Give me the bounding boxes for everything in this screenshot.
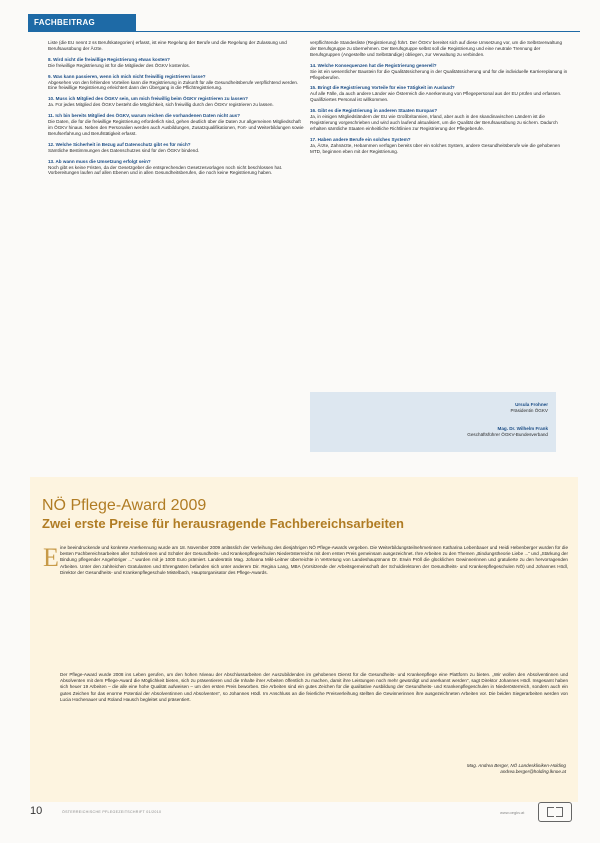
left-column bbox=[48, 40, 306, 177]
right-intro: verpflichtende Standesliste (Registrierung) führt. Der ÖGKV bereitet sich auf diese Umsetzung vor, um die Selbstverwaltung der Berufsgruppe zu übernehmen. Der Berufsgruppe selbst soll die Registrierung und eine neutrale Trennung der Berufsgruppen (Angestellte und Selbständige) obliegen, zur Verwaltung zu verbinden. bbox=[310, 40, 563, 57]
award-author: Mag. Andrea Berger, NÖ Landeskliniken-Holding bbox=[466, 763, 566, 768]
answer: Noch gibt es keine Fristen, da der Gesetzgeber die entsprechenden Gesetzesvorlagen noch nicht beschlossen hat. Vorbereitungen laufen auf allen Ebenen und in allen Gesundheitsberufen, die noch keine Registrierung haben. bbox=[48, 164, 283, 176]
award-title: NÖ Pflege-Award 2009 bbox=[42, 497, 207, 514]
answer: Ja, in einigen Mitgliedsländern der EU wie Großbritannien, Irland, aber auch in den skandinavischen Ländern ist die Registrierung vorgeschrieben und wird auch laufend aktualisiert, um die Qualität der Berufsausübung zu sichern. Dadurch erhalten sämtliche Staaten einheitliche Richtlinien zur Registrierung der Pflegeberufe. bbox=[310, 114, 558, 131]
answer: Sämtliche Bestimmungen des Datenschutzes sind für den ÖGKV bindend. bbox=[48, 147, 200, 153]
signature-name: Mag. Dr. Wilhelm Frank bbox=[497, 426, 548, 431]
left-intro: Liste (die EU nennt 2 ss Berufskategorien) erfasst, ist eine Regelung der Berufe und die Regelung der Zulassung und Berufsausübung der Ärzte. bbox=[48, 40, 287, 51]
award-paragraph: Der Pflege-Award wurde 2008 ins Leben gerufen, um den hohen Niveau der Abschlussarbeiten der Auszubildenden im gehobenen Dienst für die Gesundheits- und Krankenpflege eine Plattform zu bieten. „Wir wollen den Absolventinnen und Absolventen mit dem Pflege-Award die Möglichkeit bieten, sich zu präsentieren und die Inhalte ihrer Arbeiten öffentlich zu machen, damit ihre Leistungen noch mehr gewürdigt und anerkannt werden“, sagt Direktor Johannes Hödl. Insgesamt haben sich heuer 19 Arbeiten – die alle eine hohe Qualität aufweisen – um den ersten Preis beworben. Die Arbeiten sind ein gutes Zeichen für die qualitative Ausbildung der Gesundheits- und Krankenpflegeschulen in Niederösterreich, sondern auch ein gutes Zeichen für das enorme Potential der Absolventinnen und Absolventen“, so Johannes Hödl. Im Anschluss an die feierliche Preisverleihung stellten die Gewinnerinnen ihre ausgezeichneten Arbeiten vor. Die beiden Siegerarbeiten werden von Lucia Hochenauer und Roland Hausch begleitet und präsentiert. bbox=[60, 672, 568, 702]
publication-name: ÖSTERREICHISCHE PFLEGEZEITSCHRIFT 01/2010 bbox=[62, 810, 162, 814]
oegkv-logo-icon bbox=[538, 802, 572, 822]
question: 10. Muss ich Mitglied des ÖGKV sein, um mich freiwillig beim ÖGKV registrieren zu lassen? bbox=[48, 96, 248, 102]
question: 12. Welche Sicherheit in Bezug auf Datenschutz gibt es für mich? bbox=[48, 141, 191, 147]
answer: Die freiwillige Registrierung ist für die Mitglieder des ÖGKV kostenlos. bbox=[48, 62, 190, 68]
question: 17. Haben andere Berufe ein solches System? bbox=[310, 136, 411, 142]
question: 15. Bringt die Registrierung Vorteile für eine Tätigkeit im Ausland? bbox=[310, 85, 455, 91]
award-email: andrea.berger@holding.lknoe.at bbox=[500, 769, 566, 774]
question: 16. Gibt es die Registrierung in anderen Staaten Europas? bbox=[310, 108, 438, 114]
signature bbox=[467, 426, 548, 437]
award-signature bbox=[467, 763, 566, 775]
answer: Die Daten, die für die freiwillige Registrierung erforderlich sind, gehen deutlich über die Daten zur allgemeinen Mitgliedschaft im ÖGKV hinaus. Neben den Personalien werden auch Ausbildungen, Zusatzqualifikationen, Fort- und Weiterbildungen sowie Berufserfahrung und Berufstätigkeit erfasst. bbox=[48, 119, 304, 136]
question: 8. Wird nicht die freiwillige Registrierung etwas kosten? bbox=[48, 56, 170, 62]
signature-role: Präsidentin ÖGKV bbox=[510, 407, 548, 413]
question: 13. Ab wann muss die Umsetzung erfolgt sein? bbox=[48, 158, 151, 164]
question: 11. Ich bin bereits Mitglied des ÖGKV, warum reichen die vorhandenen Daten nicht aus? bbox=[48, 113, 241, 119]
signature-role: Geschäftsführer ÖGKV-Bundesverband bbox=[467, 431, 548, 437]
right-column bbox=[310, 40, 568, 156]
award-subtitle: Zwei erste Preise für herausragende Fachbereichsarbeiten bbox=[42, 516, 404, 531]
website-link[interactable]: www.oegkv.at bbox=[500, 810, 525, 815]
answer: Sie ist ein wesentlicher Baustein für die Qualitätssicherung in der Qualitätssicherung und für die individuelle Karriereplanung in Pflegeberufen. bbox=[310, 68, 568, 80]
signature-box bbox=[310, 392, 556, 452]
question: 9. Was kann passieren, wenn ich mich nicht freiwillig registrieren lasse? bbox=[48, 73, 206, 79]
question: 14. Welche Konsequenzen hat die Registrierung generell? bbox=[310, 62, 437, 68]
award-paragraph: ine beeindruckende und konkrete Anerkennung wurde am 18. November 2009 anlässlich der Verleihung des diesjährigen NÖ Pflege-Awards vergeben. Die Weiterbildungsteilnehmerinnen Katharina Lebenbauer und Heidi Hebenberger wurden für die besten Fachbereichsarbeiten aller Schülerinnen und Schüler der Gesundheits- und Krankenpflegeschulen Niederösterreichs mit dem ersten Preis gemeinsam ausgezeichnet. Ihre Arbeiten zu den Themen „Bindungstheorie Liebe ...“ und „Stärkung der Bindung pflegender Angehöriger ...“ wurden mit je 1000 Euro prämiert. Landesrätin Mag. Johanna Mikl-Leitner überreichte in Vertretung von Landeshauptmann Dr. Erwin Pröll die glücklichen Gewinnerinnen und gratulierte zu den hervorragenden Arbeiten. Unter den zahlreichen Gratulanten und Ehrengästen befanden sich unter anderem Dir. Regina Lang, MBA (Vorsitzende der Arbeitsgemeinschaft der Schuldirektoren der Gesundheits- und Krankenpflegeschulen NÖ) und Johannes Hödl, Direktor der Gesundheits- und Krankenpflegeschule Mistelbach, Hauptorganisator des Pflege-Awards. bbox=[60, 545, 568, 575]
answer: Auf alle Fälle, da auch andere Länder wie Österreich die Anerkennung von Pflegepersonal aus der EU prüfen und erfassen. Qualifiziertes Personal ist willkommen. bbox=[310, 91, 562, 103]
section-tab: FACHBEITRAG bbox=[28, 14, 136, 32]
signature bbox=[510, 402, 548, 413]
answer: Ja. Für jedes Mitglied des ÖGKV besteht die Möglichkeit, sich freiwillig durch den ÖGKV registrieren zu lassen. bbox=[48, 102, 274, 108]
header-rule bbox=[28, 31, 580, 32]
signature-name: Ursula Frohner bbox=[515, 402, 548, 407]
drop-cap: E bbox=[43, 543, 59, 572]
answer: Abgesehen von den fehlenden Vorteilen kann die Registrierung in Zukunft für alle Gesundheitsberufe verpflichtend werden. Eine freiwillige Registrierung erleichtert dann den Übergang in die Pflichtregistrierung. bbox=[48, 79, 299, 91]
page-number: 10 bbox=[30, 805, 43, 817]
answer: Ja, Ärzte, Zahnärzte, Hebammen verfügen bereits über ein solches System, andere Gesundheitsberufe wie die gehobenen MTD, beginnen eben mit der Registrierung. bbox=[310, 142, 560, 154]
